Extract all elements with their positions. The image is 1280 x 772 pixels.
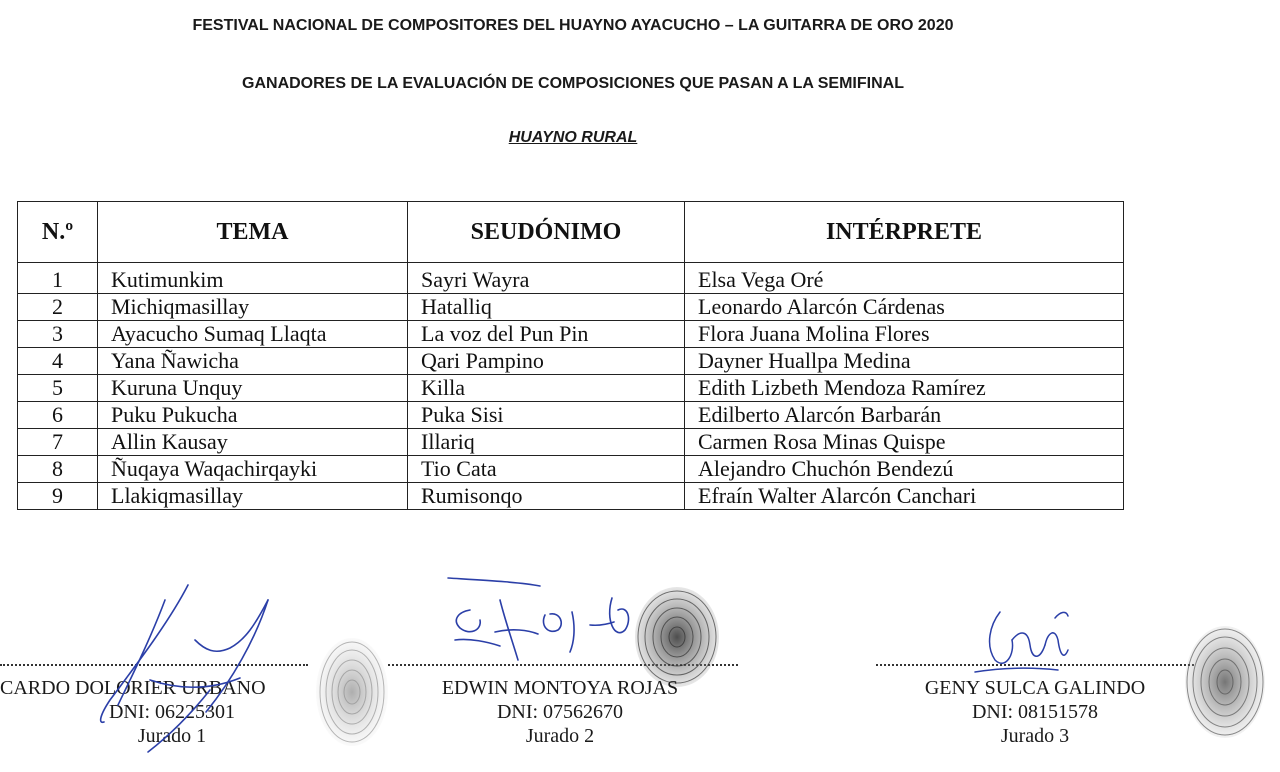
signer-dni: DNI: 06225301: [108, 701, 236, 723]
row-tema: Ñuqaya Waqachirqayki: [98, 456, 408, 483]
row-number: 9: [18, 483, 98, 510]
row-tema: Puku Pukucha: [98, 402, 408, 429]
row-number: 6: [18, 402, 98, 429]
table-row: [18, 429, 1124, 456]
row-number: 1: [18, 263, 98, 294]
row-number: 2: [18, 294, 98, 321]
column-header-tema: TEMA: [98, 202, 408, 263]
table-row: [18, 402, 1124, 429]
row-tema: Kuruna Unquy: [98, 375, 408, 402]
row-seudonimo: Tio Cata: [408, 456, 685, 483]
signer-role: Jurado 2: [525, 725, 595, 747]
row-number: 7: [18, 429, 98, 456]
fingerprint-1-icon: [312, 635, 392, 750]
table-row: [18, 263, 1124, 294]
fingerprint-3-icon: [1180, 622, 1270, 742]
row-seudonimo: Qari Pampino: [408, 348, 685, 375]
table-row: [18, 294, 1124, 321]
row-seudonimo: Sayri Wayra: [408, 263, 685, 294]
results-table: [17, 201, 1124, 510]
row-number: 5: [18, 375, 98, 402]
row-interprete: Efraín Walter Alarcón Canchari: [685, 483, 1124, 510]
row-tema: Allin Kausay: [98, 429, 408, 456]
row-interprete: Edilberto Alarcón Barbarán: [685, 402, 1124, 429]
row-interprete: Alejandro Chuchón Bendezú: [685, 456, 1124, 483]
row-interprete: Dayner Huallpa Medina: [685, 348, 1124, 375]
signer-role: Jurado 3: [1000, 725, 1070, 747]
table-row: [18, 375, 1124, 402]
row-seudonimo: Illariq: [408, 429, 685, 456]
signer-role: Jurado 1: [137, 725, 207, 747]
table-row: [18, 321, 1124, 348]
row-seudonimo: La voz del Pun Pin: [408, 321, 685, 348]
row-interprete: Flora Juana Molina Flores: [685, 321, 1124, 348]
column-header-interprete: INTÉRPRETE: [685, 202, 1124, 263]
table-row: [18, 456, 1124, 483]
row-number: 4: [18, 348, 98, 375]
row-seudonimo: Rumisonqo: [408, 483, 685, 510]
table-row: [18, 483, 1124, 510]
signer-dni: DNI: 07562670: [496, 701, 624, 723]
table-header-row: [18, 202, 1124, 263]
signature-line-3: [876, 664, 1194, 666]
signature-line-1: [0, 664, 308, 666]
row-number: 8: [18, 456, 98, 483]
signer-dni: DNI: 08151578: [971, 701, 1099, 723]
row-seudonimo: Killa: [408, 375, 685, 402]
row-interprete: Elsa Vega Oré: [685, 263, 1124, 294]
row-tema: Llakiqmasillay: [98, 483, 408, 510]
row-tema: Yana Ñawicha: [98, 348, 408, 375]
column-header-number: N.º: [18, 202, 98, 263]
fingerprint-2-icon: [632, 585, 722, 690]
signature-block-2: [400, 676, 720, 748]
signature-block-1: [0, 676, 308, 748]
signer-name: CARDO DOLORIER URBANO: [0, 677, 266, 699]
row-number: 3: [18, 321, 98, 348]
row-seudonimo: Puka Sisi: [408, 402, 685, 429]
category-heading: HUAYNO RURAL: [508, 129, 638, 146]
signer-name: EDWIN MONTOYA ROJAS: [441, 677, 679, 699]
row-interprete: Leonardo Alarcón Cárdenas: [685, 294, 1124, 321]
signature-block-3: [880, 676, 1190, 748]
row-tema: Ayacucho Sumaq Llaqta: [98, 321, 408, 348]
row-seudonimo: Hatalliq: [408, 294, 685, 321]
table-row: [18, 348, 1124, 375]
row-interprete: Edith Lizbeth Mendoza Ramírez: [685, 375, 1124, 402]
row-tema: Michiqmasillay: [98, 294, 408, 321]
document-title: FESTIVAL NACIONAL DE COMPOSITORES DEL HUAYNO AYACUCHO – LA GUITARRA DE ORO 2020: [192, 17, 954, 34]
row-interprete: Carmen Rosa Minas Quispe: [685, 429, 1124, 456]
signer-name: GENY SULCA GALINDO: [924, 677, 1146, 699]
document-subtitle: GANADORES DE LA EVALUACIÓN DE COMPOSICIONES QUE PASAN A LA SEMIFINAL: [242, 75, 904, 92]
column-header-seudonimo: SEUDÓNIMO: [408, 202, 685, 263]
row-tema: Kutimunkim: [98, 263, 408, 294]
